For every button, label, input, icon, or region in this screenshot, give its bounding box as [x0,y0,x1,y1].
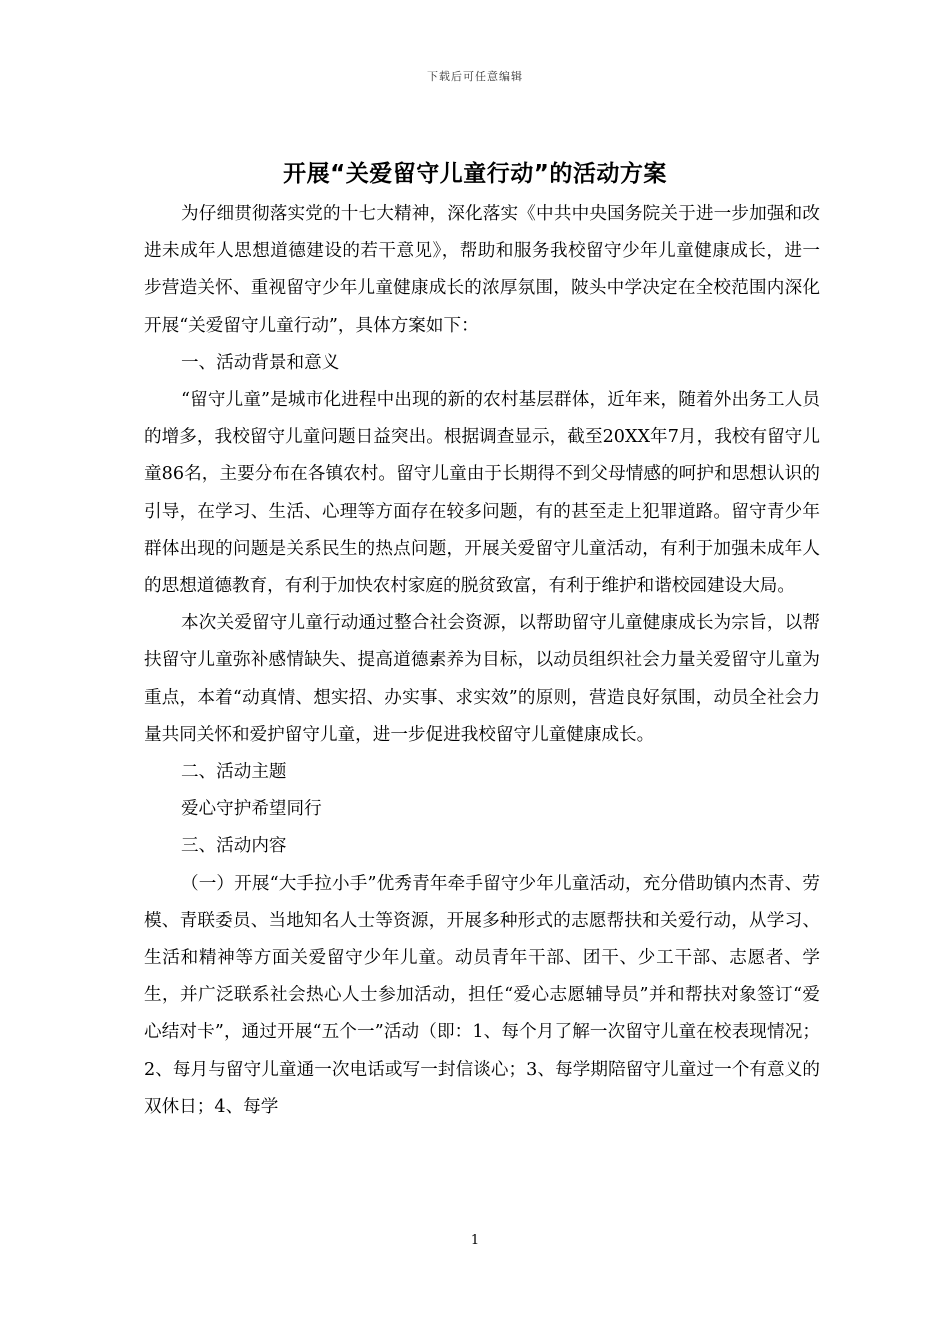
paragraph-background: “留守儿童”是城市化进程中出现的新的农村基层群体，近年来，随着外出务工人员的增多，我校留守儿童问题日益突出。根据调查显示，截至20XX年7月，我校有留守儿童86名，主要分布在各镇农村。留守儿童由于长期得不到父母情感的呵护和思想认识的引导，在学习、生活、心理等方面存在较多问题，有的甚至走上犯罪道路。留守青少年群体出现的问题是关系民生的热点问题，开展关爱留守儿童活动，有利于加强未成年人的思想道德教育，有利于加快农村家庭的脱贫致富，有利于维护和谐校园建设大局。 [144,390,820,597]
page-number: 1 [470,1233,480,1248]
paragraph-content-1: （一）开展“大手拉小手”优秀青年牵手留守少年儿童活动，充分借助镇内杰青、劳模、青联委员、当地知名人士等资源，开展多种形式的志愿帮扶和关爱行动，从学习、生活和精神等方面关爱留守少年儿童。动员青年干部、团干、少工干部、志愿者、学生，并广泛联系社会热心人士参加活动，担任“爱心志愿辅导员”并和帮扶对象签订“爱心结对卡”，通过开展“五个一”活动（即：1、每个月了解一次留守儿童在校表现情况；2、每月与留守儿童通一次电话或写一封信谈心；3、每学期陪留守儿童过一个有意义的双休日；4、每学 [144,873,820,1117]
section-heading-content: 三、活动内容 [180,836,287,857]
paragraph-theme: 爱心守护希望同行 [180,799,322,820]
document-body [144,196,820,1126]
document-title: 开展“关爱留守儿童行动”的活动方案 [283,161,667,187]
paragraph-purpose: 本次关爱留守儿童行动通过整合社会资源，以帮助留守儿童健康成长为宗旨，以帮扶留守儿童弥补感情缺失、提高道德素养为目标，以动员组织社会力量关爱留守儿童为重点，本着“动真情、想实招、办实事、求实效”的原则，营造良好氛围，动员全社会力量共同关怀和爱护留守儿童，进一步促进我校留守儿童健康成长。 [144,613,820,745]
header-note: 下载后可任意编辑 [427,70,523,83]
section-heading-background: 一、活动背景和意义 [180,352,340,373]
paragraph-intro: 为仔细贯彻落实党的十七大精神，深化落实《中共中央国务院关于进一步加强和改进未成年人思想道德建设的若干意见》，帮助和服务我校留守少年儿童健康成长，进一步营造关怀、重视留守少年儿童健康成长的浓厚氛围，陂头中学决定在全校范围内深化开展“关爱留守儿童行动”，具体方案如下： [144,204,820,336]
section-heading-theme: 二、活动主题 [180,762,287,783]
